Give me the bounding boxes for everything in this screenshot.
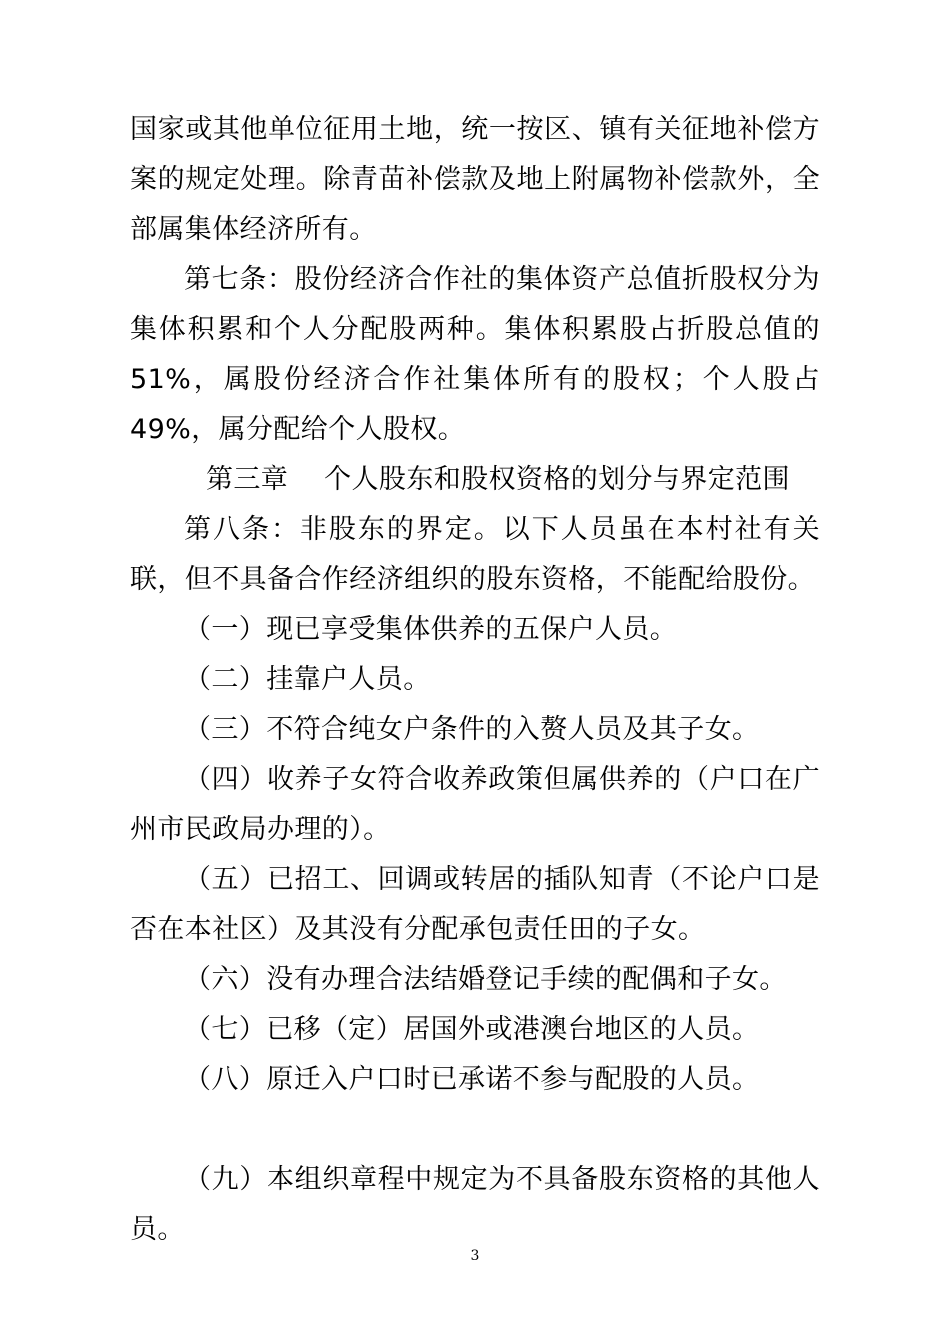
paragraph-land-requisition: 国家或其他单位征用土地，统一按区、镇有关征地补偿方案的规定处理。除青苗补偿款及地上附属物补偿款外，全部属集体经济所有。 (130, 114, 820, 245)
blank-line (130, 1105, 820, 1155)
list-item-8: （八）原迁入户口时已承诺不参与配股的人员。 (184, 1064, 760, 1095)
document-body (130, 105, 820, 1255)
list-item-3: （三）不符合纯女户条件的入赘人员及其子女。 (184, 714, 760, 745)
paragraph-article-8: 第八条：非股东的界定。以下人员虽在本村社有关联，但不具备合作经济组织的股东资格，不能配给股份。 (130, 514, 820, 595)
list-item-9: （九）本组织章程中规定为不具备股东资格的其他人员。 (130, 1164, 820, 1245)
list-item-4: （四）收养子女符合收养政策但属供养的（户口在广州市民政局办理的）。 (130, 764, 820, 845)
list-item-2: （二）挂靠户人员。 (184, 664, 431, 695)
list-item-1: （一）现已享受集体供养的五保户人员。 (184, 614, 678, 645)
list-item-7: （七）已移（定）居国外或港澳台地区的人员。 (184, 1014, 760, 1045)
list-item-5: （五）已招工、回调或转居的插队知青（不论户口是否在本社区）及其没有分配承包责任田的子女。 (130, 864, 820, 945)
chapter-heading-3: 第三章 个人股东和股权资格的划分与界定范围 (206, 464, 790, 495)
list-item-6: （六）没有办理合法结婚登记手续的配偶和子女。 (184, 964, 787, 995)
page-number: 3 (470, 1248, 480, 1264)
paragraph-article-7: 第七条：股份经济合作社的集体资产总值折股权分为集体积累和个人分配股两种。集体积累股占折股总值的 51%，属股份经济合作社集体所有的股权；个人股占 49%，属分配给个人股权。 (130, 264, 820, 445)
